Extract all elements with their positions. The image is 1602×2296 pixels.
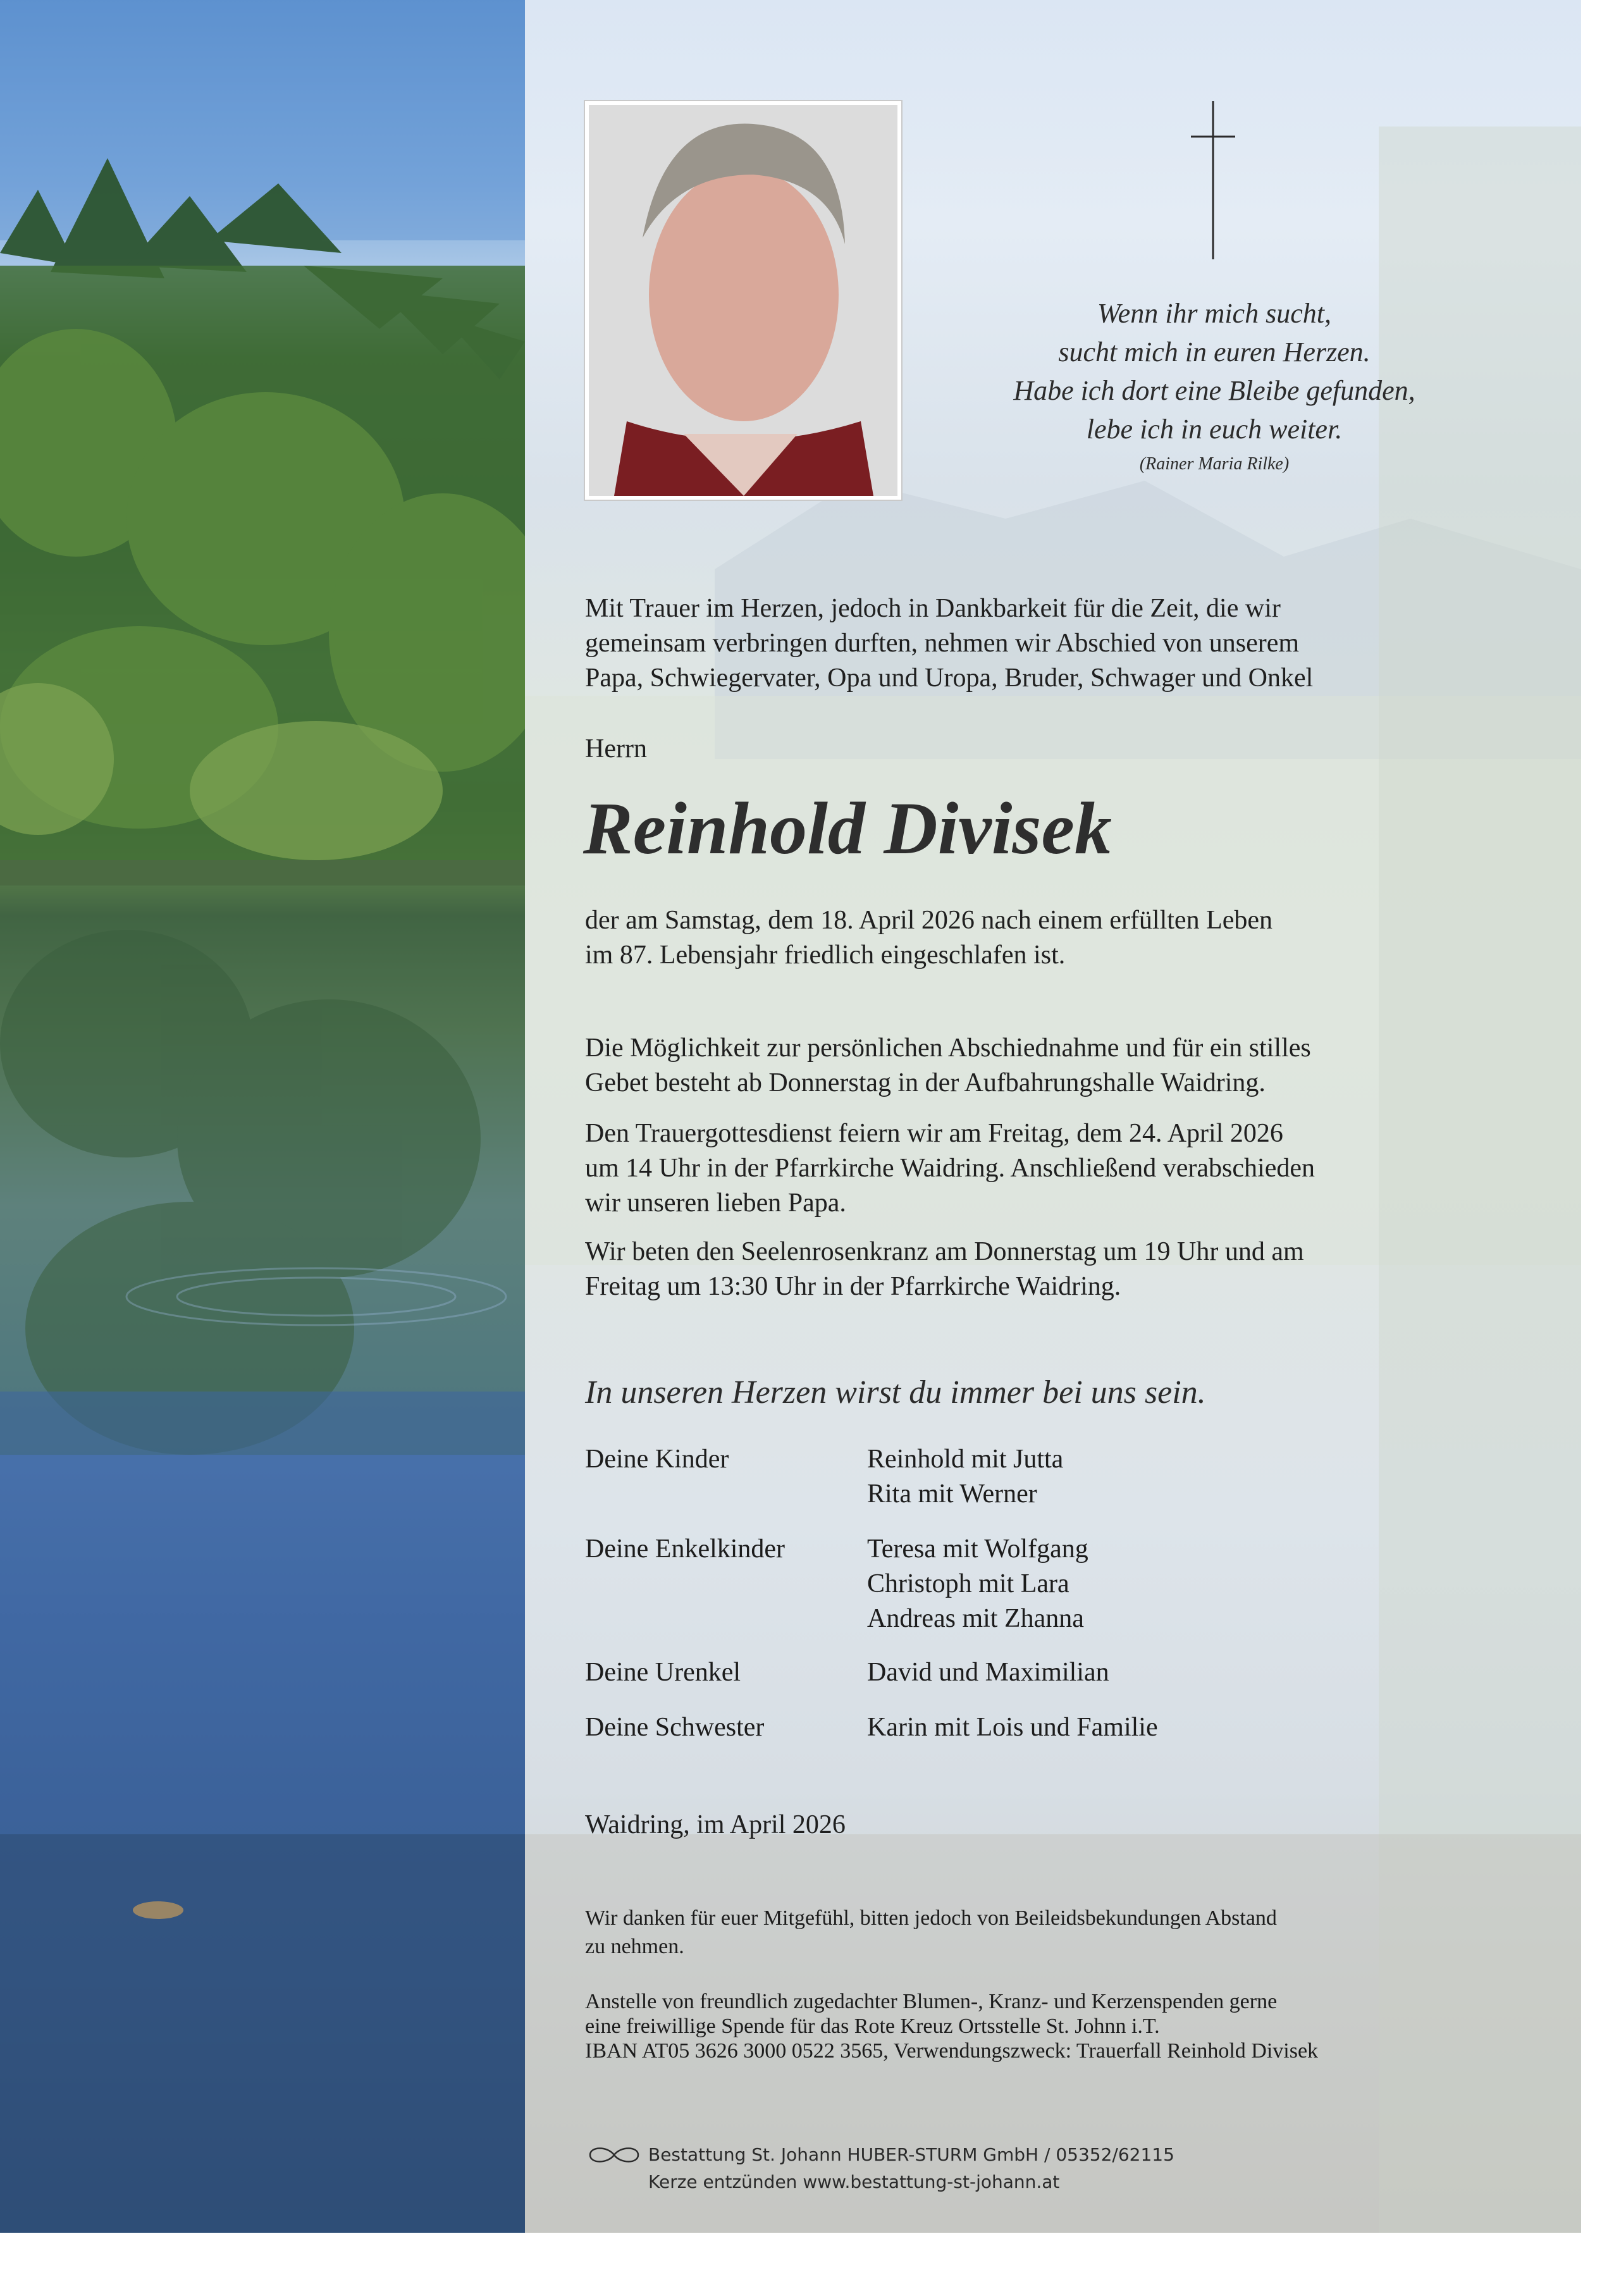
intro-text	[585, 591, 1534, 696]
family-relation: Deine Urenkel	[585, 1658, 741, 1687]
thanks-line: Wir danken für euer Mitgefühl, bitten jedoch von Beileidsbekundungen Abstand	[585, 1906, 1277, 1930]
family-names	[867, 1532, 1088, 1636]
family-names	[867, 1710, 1158, 1745]
family-relation: Deine Kinder	[585, 1445, 729, 1474]
service-line: wir unseren lieben Papa.	[585, 1188, 846, 1218]
viewing-paragraph	[585, 1031, 1534, 1101]
thanks-line: zu nehmen.	[585, 1935, 684, 1958]
family-member: Reinhold mit Jutta	[867, 1445, 1064, 1474]
family-relation: Deine Schwester	[585, 1713, 765, 1742]
quote-line: lebe ich in euch weiter.	[1086, 414, 1343, 445]
candle-link[interactable]: Kerze entzünden www.bestattung-st-johann.at	[648, 2171, 1060, 2192]
service-paragraph	[585, 1116, 1534, 1221]
donation-line: IBAN AT05 3626 3000 0522 3565, Verwendungszweck: Trauerfall Reinhold Divisek	[585, 2039, 1319, 2063]
infinity-icon	[585, 2145, 643, 2165]
family-member: Karin mit Lois und Familie	[867, 1713, 1158, 1742]
death-notice	[585, 903, 1534, 973]
family-names	[867, 1442, 1063, 1512]
family-member: Christoph mit Lara	[867, 1569, 1069, 1598]
motto: In unseren Herzen wirst du immer bei uns sein.	[585, 1374, 1206, 1410]
rosary-line: Wir beten den Seelenrosenkranz am Donnerstag um 19 Uhr und am	[585, 1237, 1304, 1266]
forest-lake-illustration	[0, 0, 525, 2233]
quote	[949, 294, 1480, 480]
thanks-note	[585, 1904, 1534, 1961]
rosary-line: Freitag um 13:30 Uhr in der Pfarrkirche Waidring.	[585, 1272, 1121, 1301]
rosary-paragraph	[585, 1235, 1534, 1304]
death-notice-line: der am Samstag, dem 18. April 2026 nach einem erfüllten Leben	[585, 906, 1273, 935]
place-date: Waidring, im April 2026	[585, 1810, 846, 1839]
death-notice-line: im 87. Lebensjahr friedlich eingeschlafen ist.	[585, 941, 1066, 970]
family-names	[867, 1655, 1109, 1690]
donation-line: Anstelle von freundlich zugedachter Blumen-, Kranz- und Kerzenspenden gerne	[585, 1990, 1278, 2013]
quote-line: sucht mich in euren Herzen.	[1058, 336, 1371, 367]
donation-note	[585, 1989, 1534, 2063]
family-member: David und Maximilian	[867, 1658, 1109, 1687]
funeral-home-name: Bestattung St. Johann HUBER-STURM GmbH / 05352/62115	[648, 2144, 1174, 2165]
quote-author: (Rainer Maria Rilke)	[1139, 454, 1290, 474]
family-relation: Deine Enkelkinder	[585, 1534, 786, 1564]
service-line: Den Trauergottesdienst feiern wir am Freitag, dem 24. April 2026	[585, 1119, 1283, 1148]
portrait-illustration	[589, 105, 897, 496]
family-member: Teresa mit Wolfgang	[867, 1534, 1088, 1564]
quote-line: Habe ich dort eine Bleibe gefunden,	[1013, 375, 1415, 406]
salutation: Herrn	[585, 734, 647, 763]
intro-line: Mit Trauer im Herzen, jedoch in Dankbarkeit für die Zeit, die wir	[585, 594, 1281, 623]
family-member: Rita mit Werner	[867, 1479, 1037, 1509]
quote-line: Wenn ihr mich sucht,	[1097, 298, 1331, 329]
viewing-line: Gebet besteht ab Donnerstag in der Aufbahrungshalle Waidring.	[585, 1068, 1266, 1097]
deceased-name: Reinhold Divisek	[583, 787, 1112, 870]
viewing-line: Die Möglichkeit zur persönlichen Abschiednahme und für ein stilles	[585, 1034, 1311, 1063]
intro-line: Papa, Schwiegervater, Opa und Uropa, Bruder, Schwager und Onkel	[585, 663, 1314, 693]
portrait-photo	[585, 101, 901, 500]
cross-icon	[1191, 101, 1235, 259]
donation-line: eine freiwillige Spende für das Rote Kreuz Ortsstelle St. Johnn i.T.	[585, 2015, 1160, 2038]
family-member: Andreas mit Zhanna	[867, 1604, 1084, 1633]
service-line: um 14 Uhr in der Pfarrkirche Waidring. Anschließend verabschieden	[585, 1154, 1315, 1183]
landscape-photo	[0, 0, 525, 2233]
intro-line: gemeinsam verbringen durften, nehmen wir Abschied von unserem	[585, 629, 1300, 658]
